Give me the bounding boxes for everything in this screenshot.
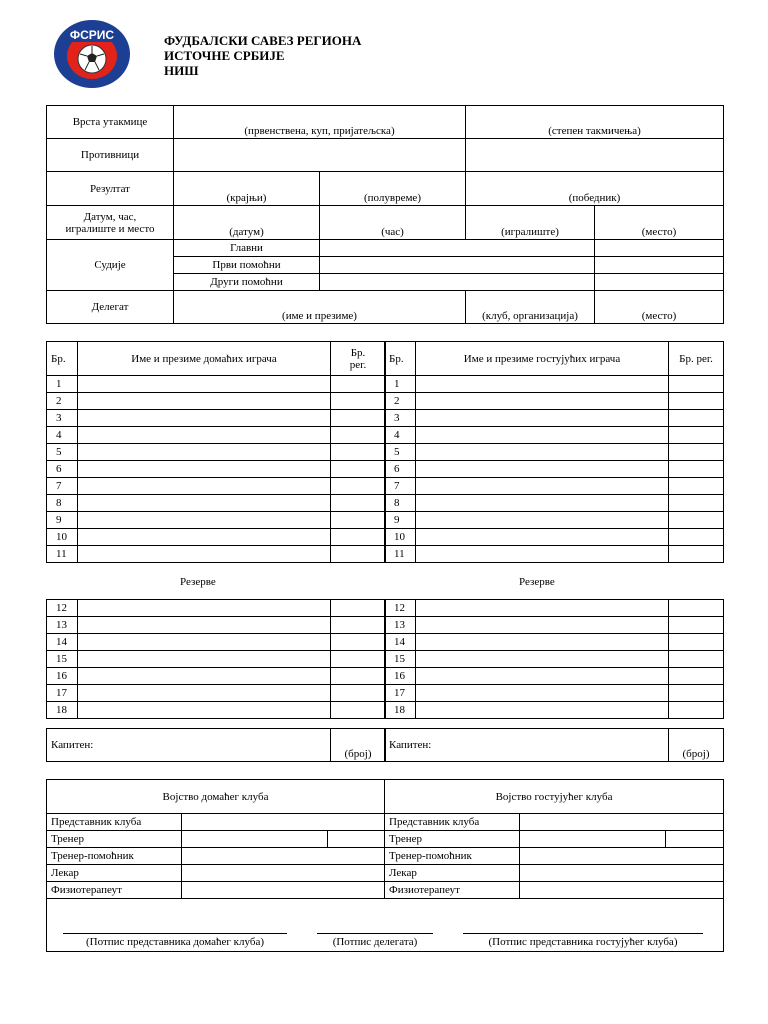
home-reg-header — [331, 342, 386, 376]
away-player-number: 15 — [385, 651, 416, 668]
away-player-row — [385, 461, 724, 478]
away-player-number: 4 — [385, 427, 416, 444]
home-player-row — [47, 529, 386, 546]
first-assistant-label: Први помоћни — [174, 257, 320, 274]
away-player-reg-field[interactable] — [669, 546, 724, 563]
away-no-header: Бр. — [385, 342, 416, 376]
delegate-name-field[interactable]: (име и презиме) — [174, 291, 466, 324]
away-player-name-field[interactable] — [416, 685, 669, 702]
away-staff-title: Војство гостујућег клуба — [385, 780, 724, 814]
away-staff-extra-field[interactable] — [666, 831, 724, 848]
home-players-table — [46, 341, 386, 563]
away-staff-role-label: Тренер — [385, 831, 520, 848]
away-player-reg-field[interactable] — [669, 651, 724, 668]
home-player-name-field[interactable] — [78, 427, 331, 444]
home-player-row — [47, 668, 386, 685]
away-captain-label: Капитен: — [389, 739, 432, 751]
home-player-row — [47, 685, 386, 702]
home-staff-name-field[interactable] — [182, 865, 385, 882]
away-name-header: Име и презиме гостујућих играча — [416, 342, 669, 376]
home-player-reg-field[interactable] — [331, 546, 386, 563]
home-player-name-field[interactable] — [78, 410, 331, 427]
halftime-result-field[interactable]: (полувреме) — [320, 172, 466, 206]
away-player-row — [385, 685, 724, 702]
home-player-reg-field[interactable] — [331, 393, 386, 410]
away-player-name-field[interactable] — [416, 410, 669, 427]
match-type-field[interactable]: (првенствена, куп, пријатељска) — [174, 106, 466, 139]
away-player-row — [385, 617, 724, 634]
home-player-row — [47, 617, 386, 634]
field-field[interactable]: (игралиште) — [466, 206, 595, 240]
date-time-label — [47, 206, 174, 240]
home-staff-name-field[interactable] — [182, 882, 385, 899]
home-player-reg-field[interactable] — [331, 529, 386, 546]
away-player-number: 12 — [385, 600, 416, 617]
home-signature-label: (Потпис представника домаћег клуба) — [85, 936, 264, 948]
away-player-reg-field[interactable] — [669, 478, 724, 495]
second-assistant-label: Други помоћни — [174, 274, 320, 291]
home-player-row — [47, 410, 386, 427]
home-player-number: 1 — [47, 376, 78, 393]
logo — [52, 19, 132, 89]
away-player-number: 8 — [385, 495, 416, 512]
home-player-name-field[interactable] — [78, 461, 331, 478]
first-assistant-name-field[interactable] — [320, 257, 595, 274]
away-player-name-field[interactable] — [416, 651, 669, 668]
away-player-reg-field[interactable] — [669, 685, 724, 702]
home-player-number: 14 — [47, 634, 78, 651]
away-player-reg-field[interactable] — [669, 393, 724, 410]
away-player-name-field[interactable] — [416, 600, 669, 617]
home-player-name-field[interactable] — [78, 376, 331, 393]
away-player-number: 5 — [385, 444, 416, 461]
home-player-number: 8 — [47, 495, 78, 512]
home-staff-extra-field[interactable] — [328, 831, 385, 848]
home-name-header: Име и презиме домаћих играча — [78, 342, 331, 376]
home-player-reg-field[interactable] — [331, 634, 386, 651]
away-player-name-field[interactable] — [416, 546, 669, 563]
delegate-club-field[interactable]: (клуб, организација) — [466, 291, 595, 324]
home-staff-role-label: Представник клуба — [47, 814, 182, 831]
away-player-row — [385, 546, 724, 563]
home-captain-label: Капитен: — [51, 739, 94, 751]
staff-row — [47, 882, 724, 899]
org-title-line-2: ИСТОЧНЕ СРБИЈЕ — [164, 48, 285, 63]
home-player-name-field[interactable] — [78, 512, 331, 529]
away-player-reg-field[interactable] — [669, 461, 724, 478]
away-staff-name-field[interactable] — [520, 814, 724, 831]
home-player-reg-field[interactable] — [331, 651, 386, 668]
home-player-number: 7 — [47, 478, 78, 495]
home-player-name-field[interactable] — [78, 495, 331, 512]
away-player-row — [385, 495, 724, 512]
main-referee-name-field[interactable] — [320, 240, 595, 257]
away-player-reg-field[interactable] — [669, 376, 724, 393]
away-player-number: 11 — [385, 546, 416, 563]
away-players-table — [384, 341, 724, 563]
home-player-number: 13 — [47, 617, 78, 634]
staff-table — [46, 779, 724, 899]
away-staff-name-field[interactable] — [520, 865, 724, 882]
away-captain-field[interactable] — [385, 729, 669, 762]
home-reg-header-line-1: Бр. — [350, 346, 366, 359]
away-player-row — [385, 512, 724, 529]
home-player-row — [47, 512, 386, 529]
home-player-number: 9 — [47, 512, 78, 529]
home-player-row — [47, 376, 386, 393]
home-signature-line[interactable] — [63, 933, 287, 934]
away-player-row — [385, 668, 724, 685]
away-player-name-field[interactable] — [416, 512, 669, 529]
home-player-number: 3 — [47, 410, 78, 427]
home-player-name-field[interactable] — [78, 685, 331, 702]
home-captain-field[interactable] — [47, 729, 331, 762]
result-label: Резултат — [47, 172, 174, 206]
away-player-row — [385, 702, 724, 719]
away-player-number: 6 — [385, 461, 416, 478]
home-player-number: 4 — [47, 427, 78, 444]
second-assistant-place-field[interactable] — [595, 274, 724, 291]
home-staff-role-label: Лекар — [47, 865, 182, 882]
away-player-number: 7 — [385, 478, 416, 495]
away-player-number: 14 — [385, 634, 416, 651]
away-staff-name-field[interactable] — [520, 831, 666, 848]
away-player-reg-field[interactable] — [669, 410, 724, 427]
away-team-field[interactable] — [466, 139, 724, 172]
staff-row — [47, 865, 724, 882]
home-player-reg-field[interactable] — [331, 461, 386, 478]
home-player-reg-field[interactable] — [331, 444, 386, 461]
away-player-name-field[interactable] — [416, 634, 669, 651]
staff-row — [47, 814, 724, 831]
away-player-number: 1 — [385, 376, 416, 393]
away-player-number: 3 — [385, 410, 416, 427]
away-player-name-field[interactable] — [416, 702, 669, 719]
home-player-number: 5 — [47, 444, 78, 461]
staff-row — [47, 831, 724, 848]
home-player-row — [47, 495, 386, 512]
away-staff-role-label: Физиотерапеут — [385, 882, 520, 899]
home-player-reg-field[interactable] — [331, 495, 386, 512]
staff-row — [47, 848, 724, 865]
home-player-row — [47, 461, 386, 478]
home-player-row — [47, 634, 386, 651]
home-staff-role-label: Тренер-помоћник — [47, 848, 182, 865]
away-player-row — [385, 478, 724, 495]
logo-text: ФСРИС — [69, 28, 115, 42]
home-staff-role-label: Физиотерапеут — [47, 882, 182, 899]
away-player-reg-field[interactable] — [669, 529, 724, 546]
home-player-name-field[interactable] — [78, 478, 331, 495]
opponents-label: Противници — [47, 139, 174, 172]
home-player-row — [47, 600, 386, 617]
away-player-name-field[interactable] — [416, 393, 669, 410]
away-player-reg-field[interactable] — [669, 600, 724, 617]
home-player-row — [47, 478, 386, 495]
home-reserves-label: Резерве — [180, 576, 216, 588]
org-title-line-1: ФУДБАЛСКИ САВЕЗ РЕГИОНА — [164, 33, 362, 48]
away-signature-label: (Потпис представника гостујућег клуба) — [488, 936, 678, 948]
home-player-reg-field[interactable] — [331, 427, 386, 444]
away-player-number: 13 — [385, 617, 416, 634]
away-staff-name-field[interactable] — [520, 848, 724, 865]
match-info-table — [46, 105, 724, 324]
home-player-number: 11 — [47, 546, 78, 563]
final-result-field[interactable]: (крајњи) — [174, 172, 320, 206]
home-player-name-field[interactable] — [78, 634, 331, 651]
home-player-number: 16 — [47, 668, 78, 685]
away-player-name-field[interactable] — [416, 495, 669, 512]
away-player-reg-field[interactable] — [669, 634, 724, 651]
home-staff-name-field[interactable] — [182, 814, 385, 831]
home-staff-name-field[interactable] — [182, 848, 385, 865]
away-reg-header: Бр. рег. — [669, 342, 724, 376]
delegate-signature-label: (Потпис делегата) — [332, 936, 418, 948]
place-field[interactable]: (место) — [595, 206, 724, 240]
time-field[interactable]: (час) — [320, 206, 466, 240]
referees-label: Судије — [47, 240, 174, 291]
home-player-reg-field[interactable] — [331, 617, 386, 634]
away-player-row — [385, 529, 724, 546]
date-time-label-line-1: Датум, час, — [83, 210, 137, 223]
home-player-name-field[interactable] — [78, 617, 331, 634]
home-player-number: 18 — [47, 702, 78, 719]
second-assistant-name-field[interactable] — [320, 274, 595, 291]
home-staff-name-field[interactable] — [182, 831, 328, 848]
home-staff-title: Војство домаћег клуба — [47, 780, 385, 814]
home-player-reg-field[interactable] — [331, 668, 386, 685]
home-player-name-field[interactable] — [78, 546, 331, 563]
away-player-reg-field[interactable] — [669, 668, 724, 685]
away-player-name-field[interactable] — [416, 478, 669, 495]
main-referee-label: Главни — [174, 240, 320, 257]
home-reg-header-line-2: рег. — [349, 358, 367, 371]
date-time-label-line-2: игралиште и место — [65, 222, 155, 235]
away-player-name-field[interactable] — [416, 376, 669, 393]
away-player-name-field[interactable] — [416, 444, 669, 461]
away-player-row — [385, 393, 724, 410]
away-player-row — [385, 376, 724, 393]
home-player-name-field[interactable] — [78, 444, 331, 461]
home-player-name-field[interactable] — [78, 529, 331, 546]
first-assistant-place-field[interactable] — [595, 257, 724, 274]
away-player-name-field[interactable] — [416, 529, 669, 546]
home-player-reg-field[interactable] — [331, 600, 386, 617]
away-player-row — [385, 651, 724, 668]
home-player-number: 17 — [47, 685, 78, 702]
away-player-name-field[interactable] — [416, 617, 669, 634]
away-player-number: 16 — [385, 668, 416, 685]
away-player-number: 9 — [385, 512, 416, 529]
match-type-label: Врста утакмице — [47, 106, 174, 139]
away-player-reg-field[interactable] — [669, 702, 724, 719]
away-player-row — [385, 600, 724, 617]
home-player-name-field[interactable] — [78, 651, 331, 668]
winner-field[interactable]: (победник) — [466, 172, 724, 206]
home-player-reg-field[interactable] — [331, 702, 386, 719]
home-player-name-field[interactable] — [78, 702, 331, 719]
home-player-name-field[interactable] — [78, 668, 331, 685]
home-player-row — [47, 393, 386, 410]
delegate-label: Делегат — [47, 291, 174, 324]
home-player-reg-field[interactable] — [331, 478, 386, 495]
away-player-number: 17 — [385, 685, 416, 702]
home-player-number: 10 — [47, 529, 78, 546]
away-player-name-field[interactable] — [416, 427, 669, 444]
away-player-reg-field[interactable] — [669, 444, 724, 461]
date-field[interactable]: (датум) — [174, 206, 320, 240]
away-signature-line[interactable] — [463, 933, 703, 934]
home-player-row — [47, 427, 386, 444]
home-player-number: 6 — [47, 461, 78, 478]
away-player-row — [385, 427, 724, 444]
away-reserves-table — [384, 599, 724, 719]
away-staff-role-label: Тренер-помоћник — [385, 848, 520, 865]
org-title-line-3: НИШ — [164, 63, 199, 78]
home-player-reg-field[interactable] — [331, 410, 386, 427]
away-player-row — [385, 634, 724, 651]
competition-level-field[interactable]: (степен такмичења) — [466, 106, 724, 139]
org-title — [164, 33, 361, 78]
away-player-reg-field[interactable] — [669, 427, 724, 444]
away-player-number: 2 — [385, 393, 416, 410]
away-player-reg-field[interactable] — [669, 495, 724, 512]
home-player-reg-field[interactable] — [331, 512, 386, 529]
away-player-number: 18 — [385, 702, 416, 719]
home-reserves-table — [46, 599, 386, 719]
home-player-reg-field[interactable] — [331, 376, 386, 393]
away-captain-table — [384, 728, 724, 762]
home-player-name-field[interactable] — [78, 393, 331, 410]
away-player-name-field[interactable] — [416, 461, 669, 478]
home-player-row — [47, 546, 386, 563]
home-staff-role-label: Тренер — [47, 831, 182, 848]
away-staff-name-field[interactable] — [520, 882, 724, 899]
away-staff-role-label: Представник клуба — [385, 814, 520, 831]
home-team-field[interactable] — [174, 139, 466, 172]
home-player-row — [47, 444, 386, 461]
home-player-number: 2 — [47, 393, 78, 410]
away-player-reg-field[interactable] — [669, 617, 724, 634]
away-player-name-field[interactable] — [416, 668, 669, 685]
away-player-row — [385, 410, 724, 427]
home-no-header: Бр. — [47, 342, 78, 376]
away-staff-role-label: Лекар — [385, 865, 520, 882]
away-player-reg-field[interactable] — [669, 512, 724, 529]
home-player-number: 12 — [47, 600, 78, 617]
home-captain-table — [46, 728, 386, 762]
away-player-number: 10 — [385, 529, 416, 546]
delegate-signature-line[interactable] — [317, 933, 433, 934]
away-player-row — [385, 444, 724, 461]
home-player-row — [47, 651, 386, 668]
delegate-place-field[interactable]: (место) — [595, 291, 724, 324]
home-player-row — [47, 702, 386, 719]
main-referee-place-field[interactable] — [595, 240, 724, 257]
home-player-reg-field[interactable] — [331, 685, 386, 702]
home-player-name-field[interactable] — [78, 600, 331, 617]
home-captain-number[interactable]: (број) — [331, 729, 386, 762]
away-reserves-label: Резерве — [519, 576, 555, 588]
away-captain-number[interactable]: (број) — [669, 729, 724, 762]
home-player-number: 15 — [47, 651, 78, 668]
